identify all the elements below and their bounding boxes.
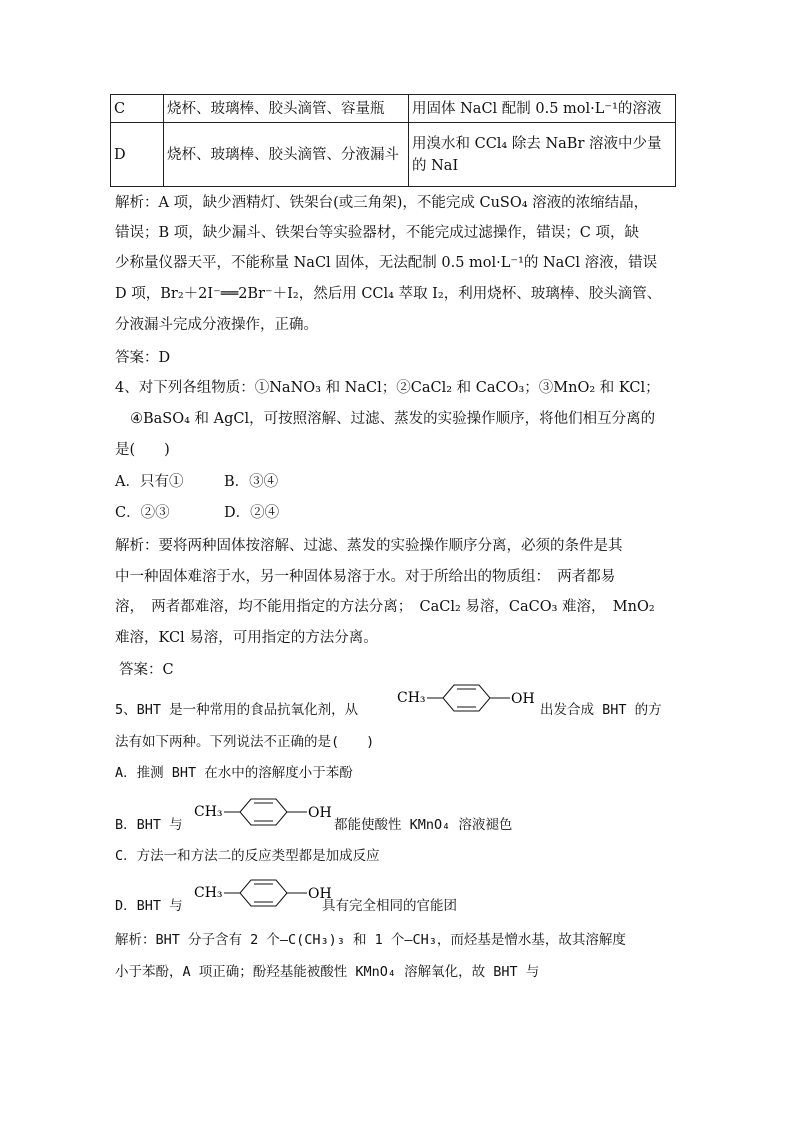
- analysis-line: 少称量仪器天平，不能称量 NaCl 固体，无法配制 0.5 mol·L⁻¹的 NaCl 溶液，错误: [115, 255, 658, 271]
- option-c: C．②③: [115, 505, 170, 521]
- analysis-line: 解析：A 项，缺少酒精灯、铁架台(或三角架)，不能完成 CuSO₄ 溶液的浓缩结晶，: [115, 195, 649, 211]
- answer-label: 答案：D: [115, 350, 171, 366]
- row-label: C: [111, 95, 164, 123]
- methyl-group: CH₃: [194, 804, 223, 820]
- option-d: D．②④: [224, 505, 280, 521]
- option-b-text: 都能使酸性 KMnO₄ 溶液褪色: [334, 817, 513, 833]
- option-c: C．方法一和方法二的反应类型都是加成反应: [115, 848, 380, 864]
- p-cresol-structure-icon: [397, 681, 541, 725]
- circled-4: ④: [130, 411, 143, 427]
- experiment-cell: 用固体 NaCl 配制 0.5 mol·L⁻¹的溶液: [409, 95, 676, 123]
- row-label: D: [111, 123, 164, 187]
- analysis-line: 错误；B 项，缺少漏斗、铁架台等实验器材，不能完成过滤操作，错误；C 项，缺: [115, 225, 639, 241]
- instruments-cell: 烧杯、玻璃棒、胶头滴管、分液漏斗: [164, 123, 409, 187]
- option-b: B．③④: [224, 474, 279, 490]
- option-d-prefix: D．BHT 与: [115, 898, 183, 914]
- question-4-stem-end: 是( ): [115, 442, 170, 458]
- analysis-line: 小于苯酚，A 项正确；酚羟基能被酸性 KMnO₄ 溶解氧化，故 BHT 与: [115, 964, 540, 980]
- analysis-line: 难溶，KCl 易溶，可用指定的方法分离。: [115, 630, 378, 646]
- circled-2: ②: [396, 380, 411, 396]
- question-5-stem-end: 法有如下两种。下列说法不正确的是( ): [115, 734, 375, 750]
- analysis-line: 解析：要将两种固体按溶解、过滤、蒸发的实验操作顺序分离，必须的条件是其: [115, 538, 623, 554]
- circled-3: ③: [538, 380, 554, 396]
- table-row: [111, 123, 676, 187]
- question-4-stem-cont: [130, 409, 655, 429]
- molecule-structure: [194, 876, 338, 924]
- group-text: BaSO₄ 和 AgCl，可按照溶解、过滤、蒸发的实验操作顺序，将他们相互分离的: [143, 411, 656, 427]
- experiment-cell: [409, 123, 676, 187]
- answer-label: 答案：C: [119, 662, 174, 678]
- analysis-line: 解析：BHT 分子含有 2 个—C(CH₃)₃ 和 1 个—CH₃，而烃基是憎水基，故其溶解度: [115, 932, 626, 948]
- analysis-line: 分液漏斗完成分液操作，正确。: [115, 317, 318, 333]
- experiment-line: 的 NaI: [412, 157, 459, 174]
- hydroxyl-group: OH: [511, 691, 535, 707]
- circled-1: ①: [254, 380, 270, 396]
- molecule-structure: [194, 795, 338, 843]
- group-text: CaCl₂ 和 CaCO₃；: [410, 380, 539, 396]
- instruments-cell: 烧杯、玻璃棒、胶头滴管、容量瓶: [164, 95, 409, 123]
- experiment-line: 用溴水和 CCl₄ 除去 NaBr 溶液中少量: [412, 135, 662, 152]
- p-cresol-structure-icon: [194, 876, 338, 920]
- hydroxyl-group: OH: [308, 805, 332, 821]
- option-a: A．推测 BHT 在水中的溶解度小于苯酚: [115, 765, 353, 781]
- stem-text: 对下列各组物质：: [138, 380, 255, 396]
- table-row: [111, 95, 676, 123]
- question-5-stem-cont: 出发合成 BHT 的方: [540, 702, 662, 718]
- group-text: MnO₂ 和 KCl；: [553, 380, 660, 396]
- question-number: 4、: [115, 380, 139, 396]
- hydroxyl-group: OH: [308, 886, 332, 902]
- options-table: [110, 94, 676, 187]
- option-d-text: 具有完全相同的官能团: [322, 898, 457, 914]
- analysis-line: 中一种固体难溶于水，另一种固体易溶于水。对于所给出的物质组： 两者都易: [115, 569, 616, 585]
- option-a: A．只有①: [115, 474, 184, 490]
- methyl-group: CH₃: [397, 690, 426, 706]
- question-5-stem: 5、BHT 是一种常用的食品抗氧化剂，从: [115, 702, 359, 718]
- analysis-line: 溶， 两者都难溶，均不能用指定的方法分离； CaCl₂ 易溶，CaCO₃ 难溶， MnO₂: [115, 599, 655, 615]
- question-4-stem: [115, 378, 660, 398]
- p-cresol-structure-icon: [194, 795, 338, 839]
- analysis-line: D 项，Br₂＋2I⁻══2Br⁻＋I₂，然后用 CCl₄ 萃取 I₂，利用烧杯、玻璃棒、胶头滴管、: [115, 286, 662, 302]
- methyl-group: CH₃: [194, 885, 223, 901]
- option-b-prefix: B．BHT 与: [115, 817, 183, 833]
- group-text: NaNO₃ 和 NaCl；: [269, 380, 397, 396]
- molecule-structure: [397, 681, 541, 729]
